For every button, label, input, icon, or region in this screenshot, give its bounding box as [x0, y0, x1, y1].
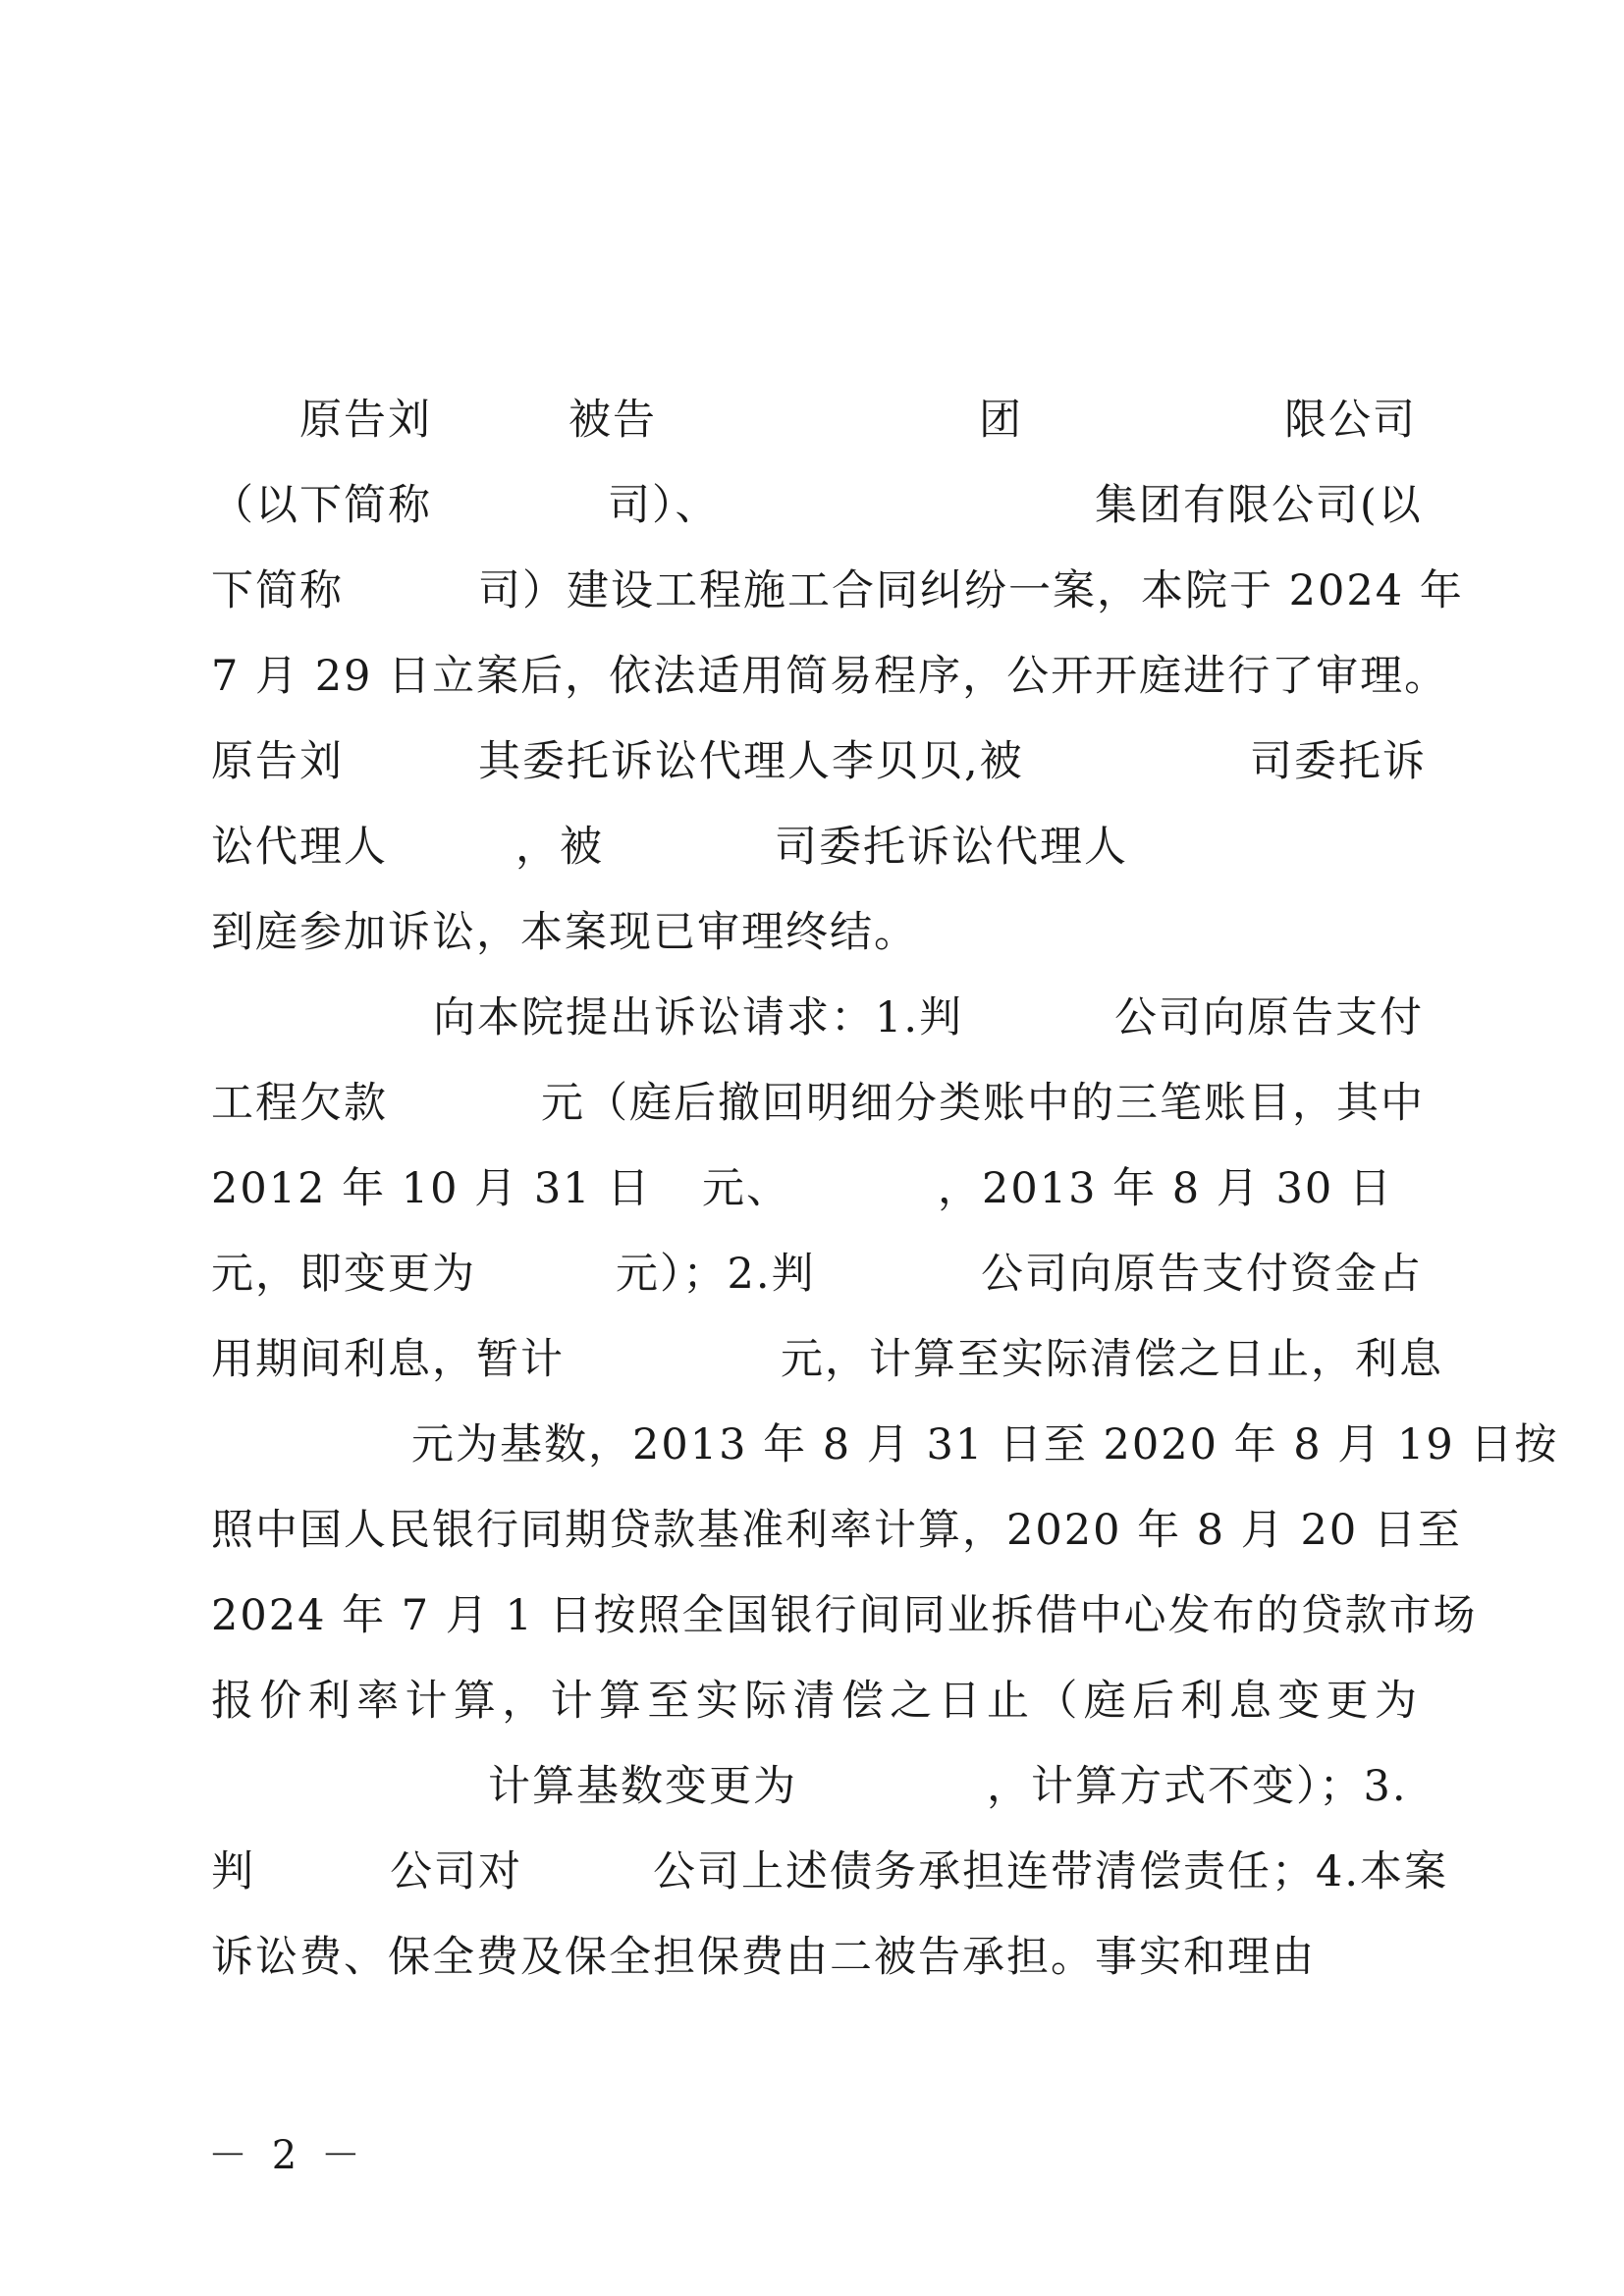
- text-line: 7 月 29 日立案后，依法适用简易程序，公开开庭进行了审理。: [211, 652, 1449, 701]
- text-line: [211, 561, 1464, 620]
- text-segment: 元）；2.判: [616, 1250, 816, 1299]
- text-line: [211, 1074, 1425, 1133]
- text-segment: 原告刘: [211, 737, 344, 786]
- text-segment: 集团有限公司(以: [1095, 481, 1423, 530]
- text-line: [211, 1757, 1419, 1816]
- text-line: [211, 1842, 1449, 1901]
- text-segment: 元为基数，2013 年 8 月 31 日至 2020 年 8 月 19 日按: [411, 1420, 1559, 1469]
- text-segment: 其委托诉讼代理人李贝贝,被: [478, 737, 1024, 786]
- text-segment: （以下简称: [211, 481, 432, 530]
- text-segment: 2012 年 10 月 31 日: [211, 1164, 652, 1213]
- text-line: [211, 1159, 1419, 1218]
- text-segment: 元，即变更为: [211, 1250, 476, 1299]
- text-segment: 公司向原告支付: [1114, 993, 1424, 1042]
- text-segment: 限公司: [1284, 396, 1417, 445]
- text-segment: 判: [211, 1847, 255, 1896]
- text-segment: 讼代理人: [211, 823, 388, 872]
- text-segment: 下简称: [211, 566, 344, 615]
- text-segment: 司）、: [608, 481, 720, 530]
- text-segment: 原告刘: [299, 396, 432, 445]
- text-line: [211, 818, 1419, 877]
- text-segment: 公司上述债务承担连带清偿责任；4.本案: [653, 1847, 1449, 1896]
- text-line: [211, 476, 1423, 535]
- text-segment: ，2013 年 8 月 30 日: [938, 1164, 1393, 1213]
- page-number: － 2 －: [208, 2133, 366, 2178]
- text-segment: 公司对: [390, 1847, 522, 1896]
- text-segment: 到庭参加诉讼，本案现已审理终结。: [211, 908, 918, 957]
- text-line: [211, 732, 1427, 791]
- text-line: [211, 1415, 1559, 1474]
- text-segment: 公司向原告支付资金占: [981, 1250, 1423, 1299]
- text-segment: 工程欠款: [211, 1079, 388, 1128]
- text-segment: 司）建设工程施工合同纠纷一案，本院于 2024 年: [478, 566, 1464, 615]
- text-segment: 元（庭后撤回明细分类账中的三笔账目，其中: [541, 1079, 1425, 1128]
- text-line: 照中国人民银行同期贷款基准利率计算，2020 年 8 月 20 日至: [211, 1506, 1462, 1555]
- text-line: [211, 903, 1419, 962]
- text-segment: 被告: [568, 396, 657, 445]
- text-segment: 元、: [702, 1164, 790, 1213]
- text-segment: 元，计算至实际清偿之日止，利息: [781, 1335, 1443, 1384]
- text-segment: 团: [979, 396, 1023, 445]
- text-line: [211, 1330, 1443, 1389]
- text-line: [211, 1928, 1419, 1987]
- text-line: [211, 988, 1424, 1047]
- text-segment: ，计算方式不变）；3.: [987, 1762, 1408, 1811]
- text-segment: 计算基数变更为: [488, 1762, 797, 1811]
- text-line: [211, 391, 1419, 450]
- text-segment: 向本院提出诉讼请求：1.判: [433, 993, 964, 1042]
- text-segment: 司委托诉: [1250, 737, 1427, 786]
- text-segment: 诉讼费、保全费及保全担保费由二被告承担。事实和理由: [211, 1933, 1316, 1982]
- text-segment: 用期间利息，暂计: [211, 1335, 565, 1384]
- text-segment: ，被: [515, 823, 604, 872]
- text-line: 报价利率计算，计算至实际清偿之日止（庭后利息变更为: [211, 1677, 1419, 1726]
- text-line: 2024 年 7 月 1 日按照全国银行间同业拆借中心发布的贷款市场: [211, 1591, 1478, 1640]
- text-line: [211, 1245, 1423, 1304]
- text-segment: 司委托诉讼代理人: [775, 823, 1128, 872]
